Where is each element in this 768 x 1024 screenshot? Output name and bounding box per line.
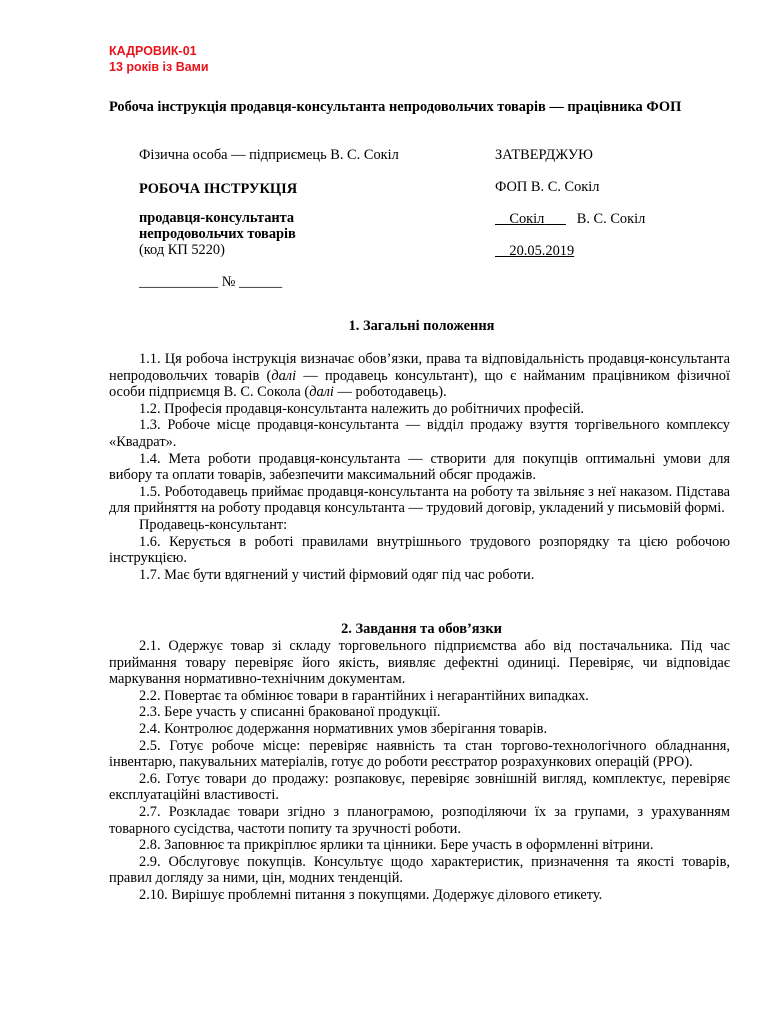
doc-type-heading: РОБОЧА ІНСТРУКЦІЯ — [139, 181, 298, 197]
paragraph-1-5: 1.5. Роботодавець приймає продавця-консультанта на роботу та звільняє з неї наказом. Підстава для прийняття на роботу продавця консультанта — трудовий договір, укладений у письмовій формі. — [109, 483, 730, 517]
section-2-title: 2. Завдання та обов’язки — [341, 621, 502, 637]
position-line-1: продавця-консультанта — [139, 210, 295, 226]
position-line-2: непродовольчих товарів — [139, 226, 296, 242]
brand-name: КАДРОВИК-01 — [109, 44, 197, 58]
profession-code: (код КП 5220) — [139, 242, 225, 258]
paragraph-2-2: 2.2. Повертає та обмінює товари в гарантійних і негарантійних випадках. — [139, 687, 589, 704]
paragraph-1-1: 1.1. Ця робоча інструкція визначає обов’язки, права та відповідальність продавця-консультанта непродовольчих товарів (далі — продавець консультант), що є найманим працівником фізичної особи підприємця В. С. Сокола (далі — роботодавець). — [109, 351, 730, 401]
paragraph-2-8: 2.8. Заповнює та прикріплює ярлики та цінники. Бере участь в оформленні вітрини. — [139, 837, 654, 854]
paragraph-1-2: 1.2. Професія продавця-консультанта належить до робітничих професій. — [139, 400, 585, 417]
signature-line — [495, 211, 735, 227]
paragraph-1-6: 1.6. Керується в роботі правилами внутрішнього трудового розпорядку та цією робочою інструкцією. — [109, 533, 730, 567]
brand-tagline: 13 років із Вами — [109, 60, 209, 74]
section-1-title: 1. Загальні положення — [348, 318, 495, 334]
paragraph-2-9: 2.9. Обслуговує покупців. Консультує щодо характеристик, призначення та якості товарів, правил догляду за ними, цін, модних тенденцій. — [109, 853, 730, 887]
paragraph-2-3: 2.3. Бере участь у списанні бракованої продукції. — [139, 704, 441, 721]
paragraph-2-6: 2.6. Готує товари до продажу: розпаковує, перевіряє зовнішній вигляд, комплектує, перевіряє експлуатаційні властивості. — [109, 770, 730, 804]
paragraph-1-3: 1.3. Робоче місце продавця-консультанта — відділ продажу взуття торгівельного комплексу «Квадрат». — [109, 417, 730, 450]
paragraph-1-7: 1.7. Має бути вдягнений у чистий фірмовий одяг під час роботи. — [139, 566, 535, 583]
signature-name: В. С. Сокіл — [576, 211, 646, 227]
approval-date: 20.05.2019 — [509, 243, 575, 259]
paragraph-2-4: 2.4. Контролює додержання нормативних умов зберігання товарів. — [139, 720, 548, 737]
paragraph-2-5: 2.5. Готує робоче місце: перевіряє наявність та стан торгово-технологічного обладнання, інвентарю, пакувальних матеріалів, готує до роботи реєстратор розрахункових операцій (РРО). — [109, 737, 730, 771]
approval-date-underline — [495, 243, 574, 259]
paragraph-employee-intro: Продавець-консультант: — [139, 516, 288, 533]
section-2-body — [109, 638, 730, 904]
signature: Сокіл — [509, 211, 545, 227]
paragraph-2-10: 2.10. Вирішує проблемні питання з покупцями. Додержує ділового етикету. — [139, 886, 603, 903]
paragraph-2-7: 2.7. Розкладає товари згідно з планограмою, розподіляючи їх за групами, з урахуванням товарного сусідства, частоти попиту та зручності роботи. — [109, 803, 730, 837]
approver-name: ФОП В. С. Сокіл — [495, 179, 600, 195]
registration-number-line: ___________ № ______ — [139, 274, 283, 290]
employer-name: Фізична особа — підприємець В. С. Сокіл — [139, 147, 399, 163]
header-right — [495, 147, 735, 259]
paragraph-2-1: 2.1. Одержує товар зі складу торговельного підприємства або від постачальника. Під час приймання товару перевіряє його якість, виявляє дефектні одиниці. Перевіряє, чи відповідає маркування нормативно-технічним документам. — [109, 638, 730, 688]
paragraph-1-4: 1.4. Мета роботи продавця-консультанта — створити для покупців оптимальні умови для вибору та оплати товарів, забезпечити максимальний обсяг продажів. — [109, 450, 730, 484]
signature-underline — [495, 211, 566, 227]
approve-label: ЗАТВЕРДЖУЮ — [495, 147, 593, 163]
document-title: Робоча інструкція продавця-консультанта непродовольчих товарів — працівника ФОП — [109, 99, 682, 115]
section-1-body — [109, 351, 730, 583]
brand-block — [109, 43, 209, 75]
header-left — [139, 147, 439, 290]
approval-date-line — [495, 243, 735, 259]
